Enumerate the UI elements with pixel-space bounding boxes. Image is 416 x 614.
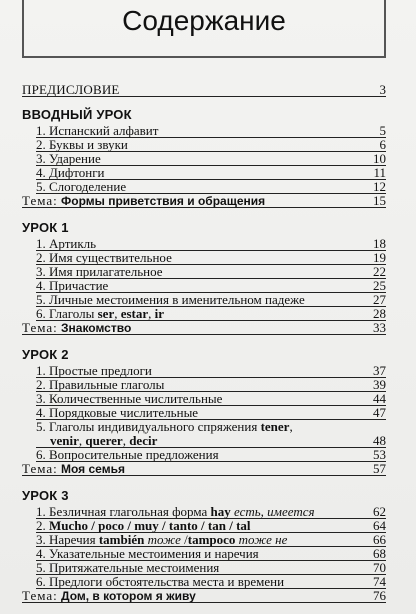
toc-entry[interactable]	[22, 307, 386, 321]
toc-entry[interactable]	[22, 448, 386, 462]
entry-title-part: /	[184, 532, 188, 547]
entry-page: 6	[379, 137, 386, 152]
entry-title-part: ,	[289, 419, 293, 434]
toc-entry[interactable]	[22, 378, 386, 392]
entry-title: 6. Вопросительные предложения	[36, 447, 219, 462]
table-of-contents	[22, 75, 386, 603]
topic-page: 57	[373, 461, 386, 476]
topic-entry[interactable]	[22, 194, 386, 208]
toc-entry[interactable]	[22, 575, 386, 589]
entry-title-part: тоже не	[235, 532, 288, 547]
entry-page: 28	[373, 306, 386, 321]
entry-title-part: ,	[148, 306, 155, 321]
topic-title: Формы приветствия и обращения	[61, 194, 266, 208]
entry-page: 64	[373, 518, 386, 533]
topic-label: Тема:	[22, 461, 58, 476]
entry-title-part: есть, имеется	[230, 504, 315, 519]
entry-title: 2. Правильные глаголы	[36, 377, 165, 392]
topic-label: Тема:	[22, 588, 58, 603]
entry-title-part: estar	[120, 306, 149, 321]
foreword-entry[interactable]	[22, 83, 386, 97]
toc-entry[interactable]	[22, 406, 386, 420]
entry-title: 1. Простые предлоги	[36, 363, 152, 378]
entry-page: 44	[373, 391, 386, 406]
foreword-page: 3	[379, 82, 386, 97]
entry-page: 70	[373, 560, 386, 575]
toc-entry[interactable]	[22, 251, 386, 265]
entry-page: 22	[373, 264, 386, 279]
entry-title-part: tampoco	[187, 532, 236, 547]
entry-page: 48	[373, 433, 386, 448]
entry-page: 66	[373, 532, 386, 547]
topic-page: 15	[373, 193, 386, 208]
toc-entry[interactable]	[22, 293, 386, 307]
entry-title-part: ir	[154, 306, 165, 321]
topic-page: 76	[373, 588, 386, 603]
toc-entry[interactable]	[22, 547, 386, 561]
toc-entry[interactable]	[22, 420, 386, 448]
toc-entry[interactable]	[22, 279, 386, 293]
section-title: УРОК 1	[22, 220, 69, 235]
entry-title-part: 2.	[36, 518, 49, 533]
entry-page: 74	[373, 574, 386, 589]
entry-page: 18	[373, 236, 386, 251]
entry-title: 4. Указательные местоимения и наречия	[36, 546, 259, 561]
section-title: УРОК 2	[22, 347, 69, 362]
toc-entry[interactable]	[22, 180, 386, 194]
entry-title	[36, 307, 164, 321]
entry-title	[36, 519, 251, 533]
entry-title: 5. Притяжательные местоимения	[36, 560, 220, 575]
entry-title-part: hay	[210, 504, 231, 519]
entry-title-part: 3. Наречия	[36, 532, 99, 547]
topic-entry[interactable]	[22, 321, 386, 335]
entry-page: 12	[373, 179, 386, 194]
entry-title-part: 1. Безличная глагольная форма	[36, 504, 211, 519]
entry-page: 53	[373, 447, 386, 462]
entry-title-part: ,	[122, 433, 130, 448]
toc-entry[interactable]	[22, 519, 386, 533]
entry-title: 4. Дифтонги	[36, 165, 105, 180]
toc-entry[interactable]	[22, 124, 386, 138]
topic-title: Знакомство	[61, 321, 132, 335]
entry-title-part: тоже	[144, 532, 185, 547]
toc-entry[interactable]	[22, 533, 386, 547]
entry-page: 39	[373, 377, 386, 392]
toc-entry[interactable]	[22, 138, 386, 152]
entry-page: 11	[373, 165, 386, 180]
page-title: Содержание	[122, 5, 286, 36]
entry-title: 5. Слогоделение	[36, 179, 127, 194]
entry-title-part: venir	[50, 433, 79, 448]
sections-container	[22, 107, 386, 603]
entry-page: 25	[373, 278, 386, 293]
entry-title-part: también	[98, 532, 145, 547]
entry-title-part: ,	[78, 433, 86, 448]
toc-entry[interactable]	[22, 237, 386, 251]
entry-title	[36, 533, 287, 547]
entry-page: 5	[379, 123, 386, 138]
entry-title: 3. Количественные числительные	[36, 391, 223, 406]
entry-title: 6. Предлоги обстоятельства места и времени	[36, 574, 285, 589]
topic-entry[interactable]	[22, 462, 386, 476]
entry-title: 4. Порядковые числительные	[36, 405, 199, 420]
entry-title-part: tener	[260, 419, 290, 434]
entry-title: 2. Имя существительное	[36, 250, 172, 265]
topic-title: Дом, в котором я живу	[61, 589, 196, 603]
entry-title: 3. Имя прилагательное	[36, 264, 163, 279]
toc-entry[interactable]	[22, 392, 386, 406]
entry-page: 19	[373, 250, 386, 265]
toc-entry[interactable]	[22, 561, 386, 575]
entry-title: 1. Испанский алфавит	[36, 123, 159, 138]
section-title: ВВОДНЫЙ УРОК	[22, 107, 132, 122]
topic-title: Моя семья	[61, 462, 125, 476]
entry-title: 3. Ударение	[36, 151, 101, 166]
entry-title-part: 5. Глаголы индивидуального спряжения	[36, 419, 261, 434]
entry-page: 37	[373, 363, 386, 378]
entry-title: 2. Буквы и звуки	[36, 137, 128, 152]
entry-page: 10	[373, 151, 386, 166]
entry-title-part: Mucho / poco / muy / tanto / tan / tal	[49, 518, 251, 533]
section-title: УРОК 3	[22, 488, 69, 503]
topic-entry[interactable]	[22, 589, 386, 603]
entry-title-continuation	[36, 434, 362, 448]
entry-title: 5. Личные местоимения в именительном падеже	[36, 292, 305, 307]
topic-label: Тема:	[22, 320, 58, 335]
entry-title-part: ser	[97, 306, 115, 321]
entry-title-part: querer	[85, 433, 123, 448]
entry-title-part: ,	[114, 306, 121, 321]
entry-title: 4. Причастие	[36, 278, 109, 293]
toc-entry[interactable]	[22, 364, 386, 378]
topic-label: Тема:	[22, 193, 58, 208]
toc-entry[interactable]	[22, 505, 386, 519]
toc-entry[interactable]	[22, 166, 386, 180]
toc-entry[interactable]	[22, 152, 386, 166]
entry-page: 62	[373, 504, 386, 519]
title-frame	[22, 0, 386, 58]
entry-title: 1. Артикль	[36, 236, 97, 251]
entry-page: 27	[373, 292, 386, 307]
entry-title-part: 6. Глаголы	[36, 306, 98, 321]
entry-page: 47	[373, 405, 386, 420]
entry-title	[36, 420, 293, 434]
topic-page: 33	[373, 320, 386, 335]
entry-title-part: decir	[129, 433, 158, 448]
entry-page: 68	[373, 546, 386, 561]
foreword-label: ПРЕДИСЛОВИЕ	[22, 82, 120, 97]
toc-entry[interactable]	[22, 265, 386, 279]
entry-title	[36, 505, 315, 519]
